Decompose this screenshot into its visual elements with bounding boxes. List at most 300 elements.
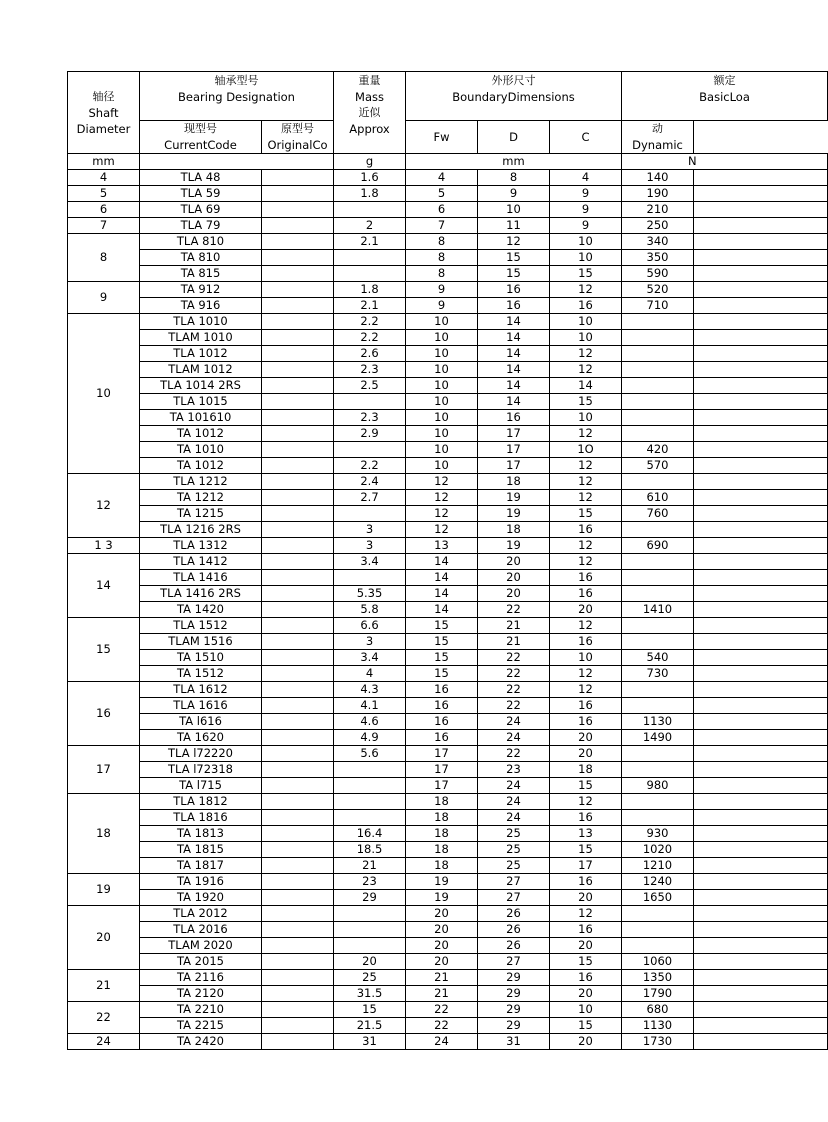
static-load-cell (694, 410, 828, 426)
table-row (68, 586, 828, 602)
table-row (68, 362, 828, 378)
current-code-cell: TLA 1416 2RS (140, 586, 262, 602)
static-load-cell (694, 490, 828, 506)
current-code-cell: TA l616 (140, 714, 262, 730)
static-load-cell (694, 858, 828, 874)
table-row (68, 426, 828, 442)
original-code-cell (262, 458, 334, 474)
mass-cell: 4.3 (334, 682, 406, 698)
fw-cell: 17 (406, 762, 478, 778)
static-load-cell (694, 666, 828, 682)
table-row (68, 858, 828, 874)
static-load-cell (694, 218, 828, 234)
d-cell: 14 (478, 314, 550, 330)
original-code-cell (262, 570, 334, 586)
table-row (68, 682, 828, 698)
fw-cell: 17 (406, 778, 478, 794)
static-load-cell (694, 186, 828, 202)
fw-cell: 10 (406, 442, 478, 458)
table-row (68, 650, 828, 666)
shaft-diameter-cell: 5 (68, 186, 140, 202)
dynamic-load-cell (622, 378, 694, 394)
mass-cell: 4.6 (334, 714, 406, 730)
c-cell: 12 (550, 426, 622, 442)
d-cell: 20 (478, 554, 550, 570)
c-cell: 12 (550, 346, 622, 362)
c-cell: 16 (550, 634, 622, 650)
original-code-cell (262, 378, 334, 394)
table-row (68, 730, 828, 746)
table-row (68, 442, 828, 458)
mass-cell: 2.3 (334, 362, 406, 378)
dynamic-load-cell: 210 (622, 202, 694, 218)
current-code-cell: TA 2015 (140, 954, 262, 970)
dynamic-load-cell (622, 794, 694, 810)
mass-cell (334, 570, 406, 586)
fw-cell: 18 (406, 842, 478, 858)
mass-cell: 25 (334, 970, 406, 986)
static-load-cell (694, 202, 828, 218)
shaft-diameter-cell: 6 (68, 202, 140, 218)
original-code-cell (262, 506, 334, 522)
unit-designation (140, 154, 334, 170)
fw-cell: 20 (406, 954, 478, 970)
bearing-table (67, 71, 828, 1050)
d-cell: 26 (478, 906, 550, 922)
static-load-cell (694, 1002, 828, 1018)
dynamic-load-cell (622, 330, 694, 346)
c-cell: 20 (550, 730, 622, 746)
static-load-cell (694, 362, 828, 378)
original-code-cell (262, 666, 334, 682)
c-cell: 10 (550, 1002, 622, 1018)
fw-cell: 15 (406, 650, 478, 666)
table-row (68, 906, 828, 922)
fw-cell: 20 (406, 906, 478, 922)
shaft-diameter-cell: 17 (68, 746, 140, 794)
dynamic-load-cell (622, 586, 694, 602)
shaft-diameter-cell: 1 3 (68, 538, 140, 554)
table-row (68, 634, 828, 650)
static-load-cell (694, 938, 828, 954)
dynamic-load-cell: 540 (622, 650, 694, 666)
c-cell: 14 (550, 378, 622, 394)
fw-cell: 12 (406, 490, 478, 506)
c-cell: 16 (550, 810, 622, 826)
original-code-cell (262, 442, 334, 458)
d-cell: 14 (478, 330, 550, 346)
static-load-cell (694, 618, 828, 634)
dynamic-load-cell: 190 (622, 186, 694, 202)
unit-dimensions: mm (406, 154, 622, 170)
mass-cell: 2 (334, 218, 406, 234)
dynamic-load-cell (622, 810, 694, 826)
original-code-cell (262, 602, 334, 618)
current-code-cell: TLA 1212 (140, 474, 262, 490)
c-cell: 16 (550, 570, 622, 586)
c-cell: 15 (550, 394, 622, 410)
current-code-cell: TA 1510 (140, 650, 262, 666)
original-code-cell (262, 538, 334, 554)
current-code-cell: TLA 48 (140, 170, 262, 186)
d-cell: 14 (478, 394, 550, 410)
original-code-cell (262, 890, 334, 906)
d-cell: 15 (478, 250, 550, 266)
current-code-cell: TA 1815 (140, 842, 262, 858)
mass-cell: 31 (334, 1034, 406, 1050)
dynamic-load-cell (622, 554, 694, 570)
mass-cell: 2.1 (334, 298, 406, 314)
c-cell: 16 (550, 586, 622, 602)
current-code-cell: TLA 1014 2RS (140, 378, 262, 394)
current-code-cell: TLA 1512 (140, 618, 262, 634)
original-code-cell (262, 842, 334, 858)
original-code-cell (262, 410, 334, 426)
fw-cell: 22 (406, 1018, 478, 1034)
current-code-cell: TA 2116 (140, 970, 262, 986)
original-code-cell (262, 186, 334, 202)
fw-cell: 10 (406, 394, 478, 410)
shaft-diameter-cell: 4 (68, 170, 140, 186)
c-cell: 12 (550, 618, 622, 634)
c-cell: 20 (550, 746, 622, 762)
mass-cell: 2.3 (334, 410, 406, 426)
table-row (68, 554, 828, 570)
fw-cell: 20 (406, 922, 478, 938)
dynamic-load-cell (622, 906, 694, 922)
original-code-cell (262, 394, 334, 410)
table-row (68, 186, 828, 202)
fw-cell: 14 (406, 602, 478, 618)
current-code-cell: TLA 1416 (140, 570, 262, 586)
d-cell: 27 (478, 874, 550, 890)
fw-cell: 10 (406, 458, 478, 474)
d-cell: 22 (478, 650, 550, 666)
current-code-cell: TA 810 (140, 250, 262, 266)
static-load-cell (694, 650, 828, 666)
shaft-diameter-cell: 8 (68, 234, 140, 282)
static-load-cell (694, 394, 828, 410)
static-load-cell (694, 714, 828, 730)
original-code-cell (262, 938, 334, 954)
d-cell: 17 (478, 458, 550, 474)
fw-cell: 15 (406, 634, 478, 650)
static-load-cell (694, 586, 828, 602)
original-code-cell (262, 218, 334, 234)
table-row (68, 698, 828, 714)
original-code-cell (262, 1018, 334, 1034)
static-load-cell (694, 794, 828, 810)
c-cell: 10 (550, 650, 622, 666)
dynamic-load-cell (622, 938, 694, 954)
dynamic-load-cell: 1130 (622, 714, 694, 730)
table-row (68, 250, 828, 266)
table-row (68, 810, 828, 826)
current-code-cell: TLA 1312 (140, 538, 262, 554)
table-row (68, 890, 828, 906)
c-cell: 12 (550, 474, 622, 490)
static-load-cell (694, 570, 828, 586)
static-load-cell (694, 170, 828, 186)
fw-cell: 19 (406, 874, 478, 890)
fw-cell: 21 (406, 986, 478, 1002)
original-code-cell (262, 730, 334, 746)
d-cell: 19 (478, 506, 550, 522)
dynamic-load-cell: 980 (622, 778, 694, 794)
mass-cell: 5.35 (334, 586, 406, 602)
d-cell: 17 (478, 426, 550, 442)
d-cell: 29 (478, 970, 550, 986)
header-original-code: 原型号 OriginalCo (262, 121, 334, 154)
table-row (68, 938, 828, 954)
d-cell: 15 (478, 266, 550, 282)
fw-cell: 14 (406, 570, 478, 586)
current-code-cell: TA 1420 (140, 602, 262, 618)
original-code-cell (262, 682, 334, 698)
static-load-cell (694, 682, 828, 698)
original-code-cell (262, 698, 334, 714)
c-cell: 1O (550, 442, 622, 458)
dynamic-load-cell (622, 618, 694, 634)
header-c: C (550, 121, 622, 154)
c-cell: 16 (550, 298, 622, 314)
d-cell: 29 (478, 1002, 550, 1018)
unit-mass: g (334, 154, 406, 170)
d-cell: 27 (478, 890, 550, 906)
c-cell: 10 (550, 314, 622, 330)
mass-cell (334, 442, 406, 458)
original-code-cell (262, 362, 334, 378)
static-load-cell (694, 522, 828, 538)
original-code-cell (262, 1034, 334, 1050)
dynamic-load-cell: 570 (622, 458, 694, 474)
table-row (68, 746, 828, 762)
fw-cell: 10 (406, 330, 478, 346)
dynamic-load-cell (622, 570, 694, 586)
current-code-cell: TA 1012 (140, 426, 262, 442)
fw-cell: 8 (406, 234, 478, 250)
d-cell: 24 (478, 730, 550, 746)
original-code-cell (262, 554, 334, 570)
fw-cell: 16 (406, 714, 478, 730)
fw-cell: 10 (406, 426, 478, 442)
dynamic-load-cell: 680 (622, 1002, 694, 1018)
original-code-cell (262, 810, 334, 826)
current-code-cell: TLAM 2020 (140, 938, 262, 954)
mass-cell: 2.7 (334, 490, 406, 506)
dynamic-load-cell: 1650 (622, 890, 694, 906)
fw-cell: 9 (406, 282, 478, 298)
c-cell: 15 (550, 842, 622, 858)
header-boundary-dimensions: 外形尺寸 BoundaryDimensions (406, 72, 622, 121)
fw-cell: 9 (406, 298, 478, 314)
d-cell: 14 (478, 378, 550, 394)
d-cell: 12 (478, 234, 550, 250)
original-code-cell (262, 778, 334, 794)
c-cell: 12 (550, 906, 622, 922)
c-cell: 12 (550, 794, 622, 810)
c-cell: 16 (550, 698, 622, 714)
table-row (68, 378, 828, 394)
c-cell: 15 (550, 506, 622, 522)
dynamic-load-cell: 1210 (622, 858, 694, 874)
original-code-cell (262, 426, 334, 442)
current-code-cell: TA 912 (140, 282, 262, 298)
d-cell: 29 (478, 986, 550, 1002)
current-code-cell: TLA l72318 (140, 762, 262, 778)
dynamic-load-cell: 420 (622, 442, 694, 458)
header-current-code: 现型号 CurrentCode (140, 121, 262, 154)
table-row (68, 298, 828, 314)
fw-cell: 12 (406, 506, 478, 522)
d-cell: 22 (478, 682, 550, 698)
original-code-cell (262, 906, 334, 922)
dynamic-load-cell (622, 682, 694, 698)
d-cell: 25 (478, 826, 550, 842)
d-cell: 26 (478, 938, 550, 954)
static-load-cell (694, 970, 828, 986)
table-row (68, 954, 828, 970)
original-code-cell (262, 714, 334, 730)
d-cell: 18 (478, 474, 550, 490)
mass-cell: 3.4 (334, 554, 406, 570)
d-cell: 22 (478, 666, 550, 682)
mass-cell: 2.6 (334, 346, 406, 362)
c-cell: 15 (550, 266, 622, 282)
table-row (68, 538, 828, 554)
static-load-cell (694, 1034, 828, 1050)
d-cell: 22 (478, 698, 550, 714)
fw-cell: 12 (406, 522, 478, 538)
fw-cell: 18 (406, 794, 478, 810)
current-code-cell: TLA 1612 (140, 682, 262, 698)
current-code-cell: TLAM 1012 (140, 362, 262, 378)
c-cell: 18 (550, 762, 622, 778)
header-basic-load: 额定 BasicLoa (622, 72, 828, 121)
static-load-cell (694, 810, 828, 826)
table-row (68, 282, 828, 298)
current-code-cell: TA 1620 (140, 730, 262, 746)
d-cell: 21 (478, 634, 550, 650)
c-cell: 9 (550, 186, 622, 202)
fw-cell: 13 (406, 538, 478, 554)
mass-cell: 29 (334, 890, 406, 906)
fw-cell: 10 (406, 378, 478, 394)
d-cell: 9 (478, 186, 550, 202)
shaft-diameter-cell: 22 (68, 1002, 140, 1034)
mass-cell: 23 (334, 874, 406, 890)
c-cell: 20 (550, 1034, 622, 1050)
static-load-cell (694, 282, 828, 298)
original-code-cell (262, 794, 334, 810)
fw-cell: 20 (406, 938, 478, 954)
c-cell: 10 (550, 250, 622, 266)
header-dynamic: 动 Dynamic (622, 121, 694, 154)
static-load-cell (694, 762, 828, 778)
table-row (68, 922, 828, 938)
c-cell: 10 (550, 330, 622, 346)
dynamic-load-cell (622, 922, 694, 938)
c-cell: 20 (550, 986, 622, 1002)
mass-cell: 15 (334, 1002, 406, 1018)
dynamic-load-cell (622, 314, 694, 330)
fw-cell: 22 (406, 1002, 478, 1018)
table-row (68, 522, 828, 538)
table-row (68, 1034, 828, 1050)
original-code-cell (262, 522, 334, 538)
original-code-cell (262, 474, 334, 490)
mass-cell: 2.4 (334, 474, 406, 490)
mass-cell: 31.5 (334, 986, 406, 1002)
mass-cell (334, 922, 406, 938)
c-cell: 13 (550, 826, 622, 842)
static-load-cell (694, 1018, 828, 1034)
original-code-cell (262, 490, 334, 506)
d-cell: 11 (478, 218, 550, 234)
static-load-cell (694, 906, 828, 922)
d-cell: 26 (478, 922, 550, 938)
d-cell: 14 (478, 362, 550, 378)
mass-cell (334, 794, 406, 810)
static-load-cell (694, 506, 828, 522)
table-row (68, 778, 828, 794)
mass-cell: 4.1 (334, 698, 406, 714)
fw-cell: 14 (406, 586, 478, 602)
dynamic-load-cell (622, 410, 694, 426)
static-load-cell (694, 554, 828, 570)
table-row (68, 826, 828, 842)
mass-cell: 3.4 (334, 650, 406, 666)
current-code-cell: TA 1916 (140, 874, 262, 890)
current-code-cell: TLA 1012 (140, 346, 262, 362)
dynamic-load-cell: 350 (622, 250, 694, 266)
c-cell: 10 (550, 234, 622, 250)
dynamic-load-cell: 340 (622, 234, 694, 250)
dynamic-load-cell: 610 (622, 490, 694, 506)
table-row (68, 618, 828, 634)
d-cell: 10 (478, 202, 550, 218)
d-cell: 31 (478, 1034, 550, 1050)
table-row (68, 234, 828, 250)
c-cell: 12 (550, 282, 622, 298)
current-code-cell: TA 101610 (140, 410, 262, 426)
mass-cell (334, 810, 406, 826)
static-load-cell (694, 890, 828, 906)
dynamic-load-cell: 690 (622, 538, 694, 554)
bearing-table-viewport (67, 71, 750, 1051)
dynamic-load-cell: 710 (622, 298, 694, 314)
c-cell: 12 (550, 458, 622, 474)
dynamic-load-cell: 1020 (622, 842, 694, 858)
static-load-cell (694, 330, 828, 346)
c-cell: 16 (550, 922, 622, 938)
d-cell: 14 (478, 346, 550, 362)
dynamic-load-cell (622, 426, 694, 442)
d-cell: 27 (478, 954, 550, 970)
original-code-cell (262, 282, 334, 298)
table-row (68, 506, 828, 522)
c-cell: 9 (550, 218, 622, 234)
header-shaft-diameter: 轴径 Shaft Diameter (68, 72, 140, 154)
d-cell: 22 (478, 602, 550, 618)
fw-cell: 10 (406, 362, 478, 378)
dynamic-load-cell: 1060 (622, 954, 694, 970)
original-code-cell (262, 634, 334, 650)
current-code-cell: TLA 59 (140, 186, 262, 202)
original-code-cell (262, 266, 334, 282)
mass-cell: 21 (334, 858, 406, 874)
current-code-cell: TLA 1812 (140, 794, 262, 810)
